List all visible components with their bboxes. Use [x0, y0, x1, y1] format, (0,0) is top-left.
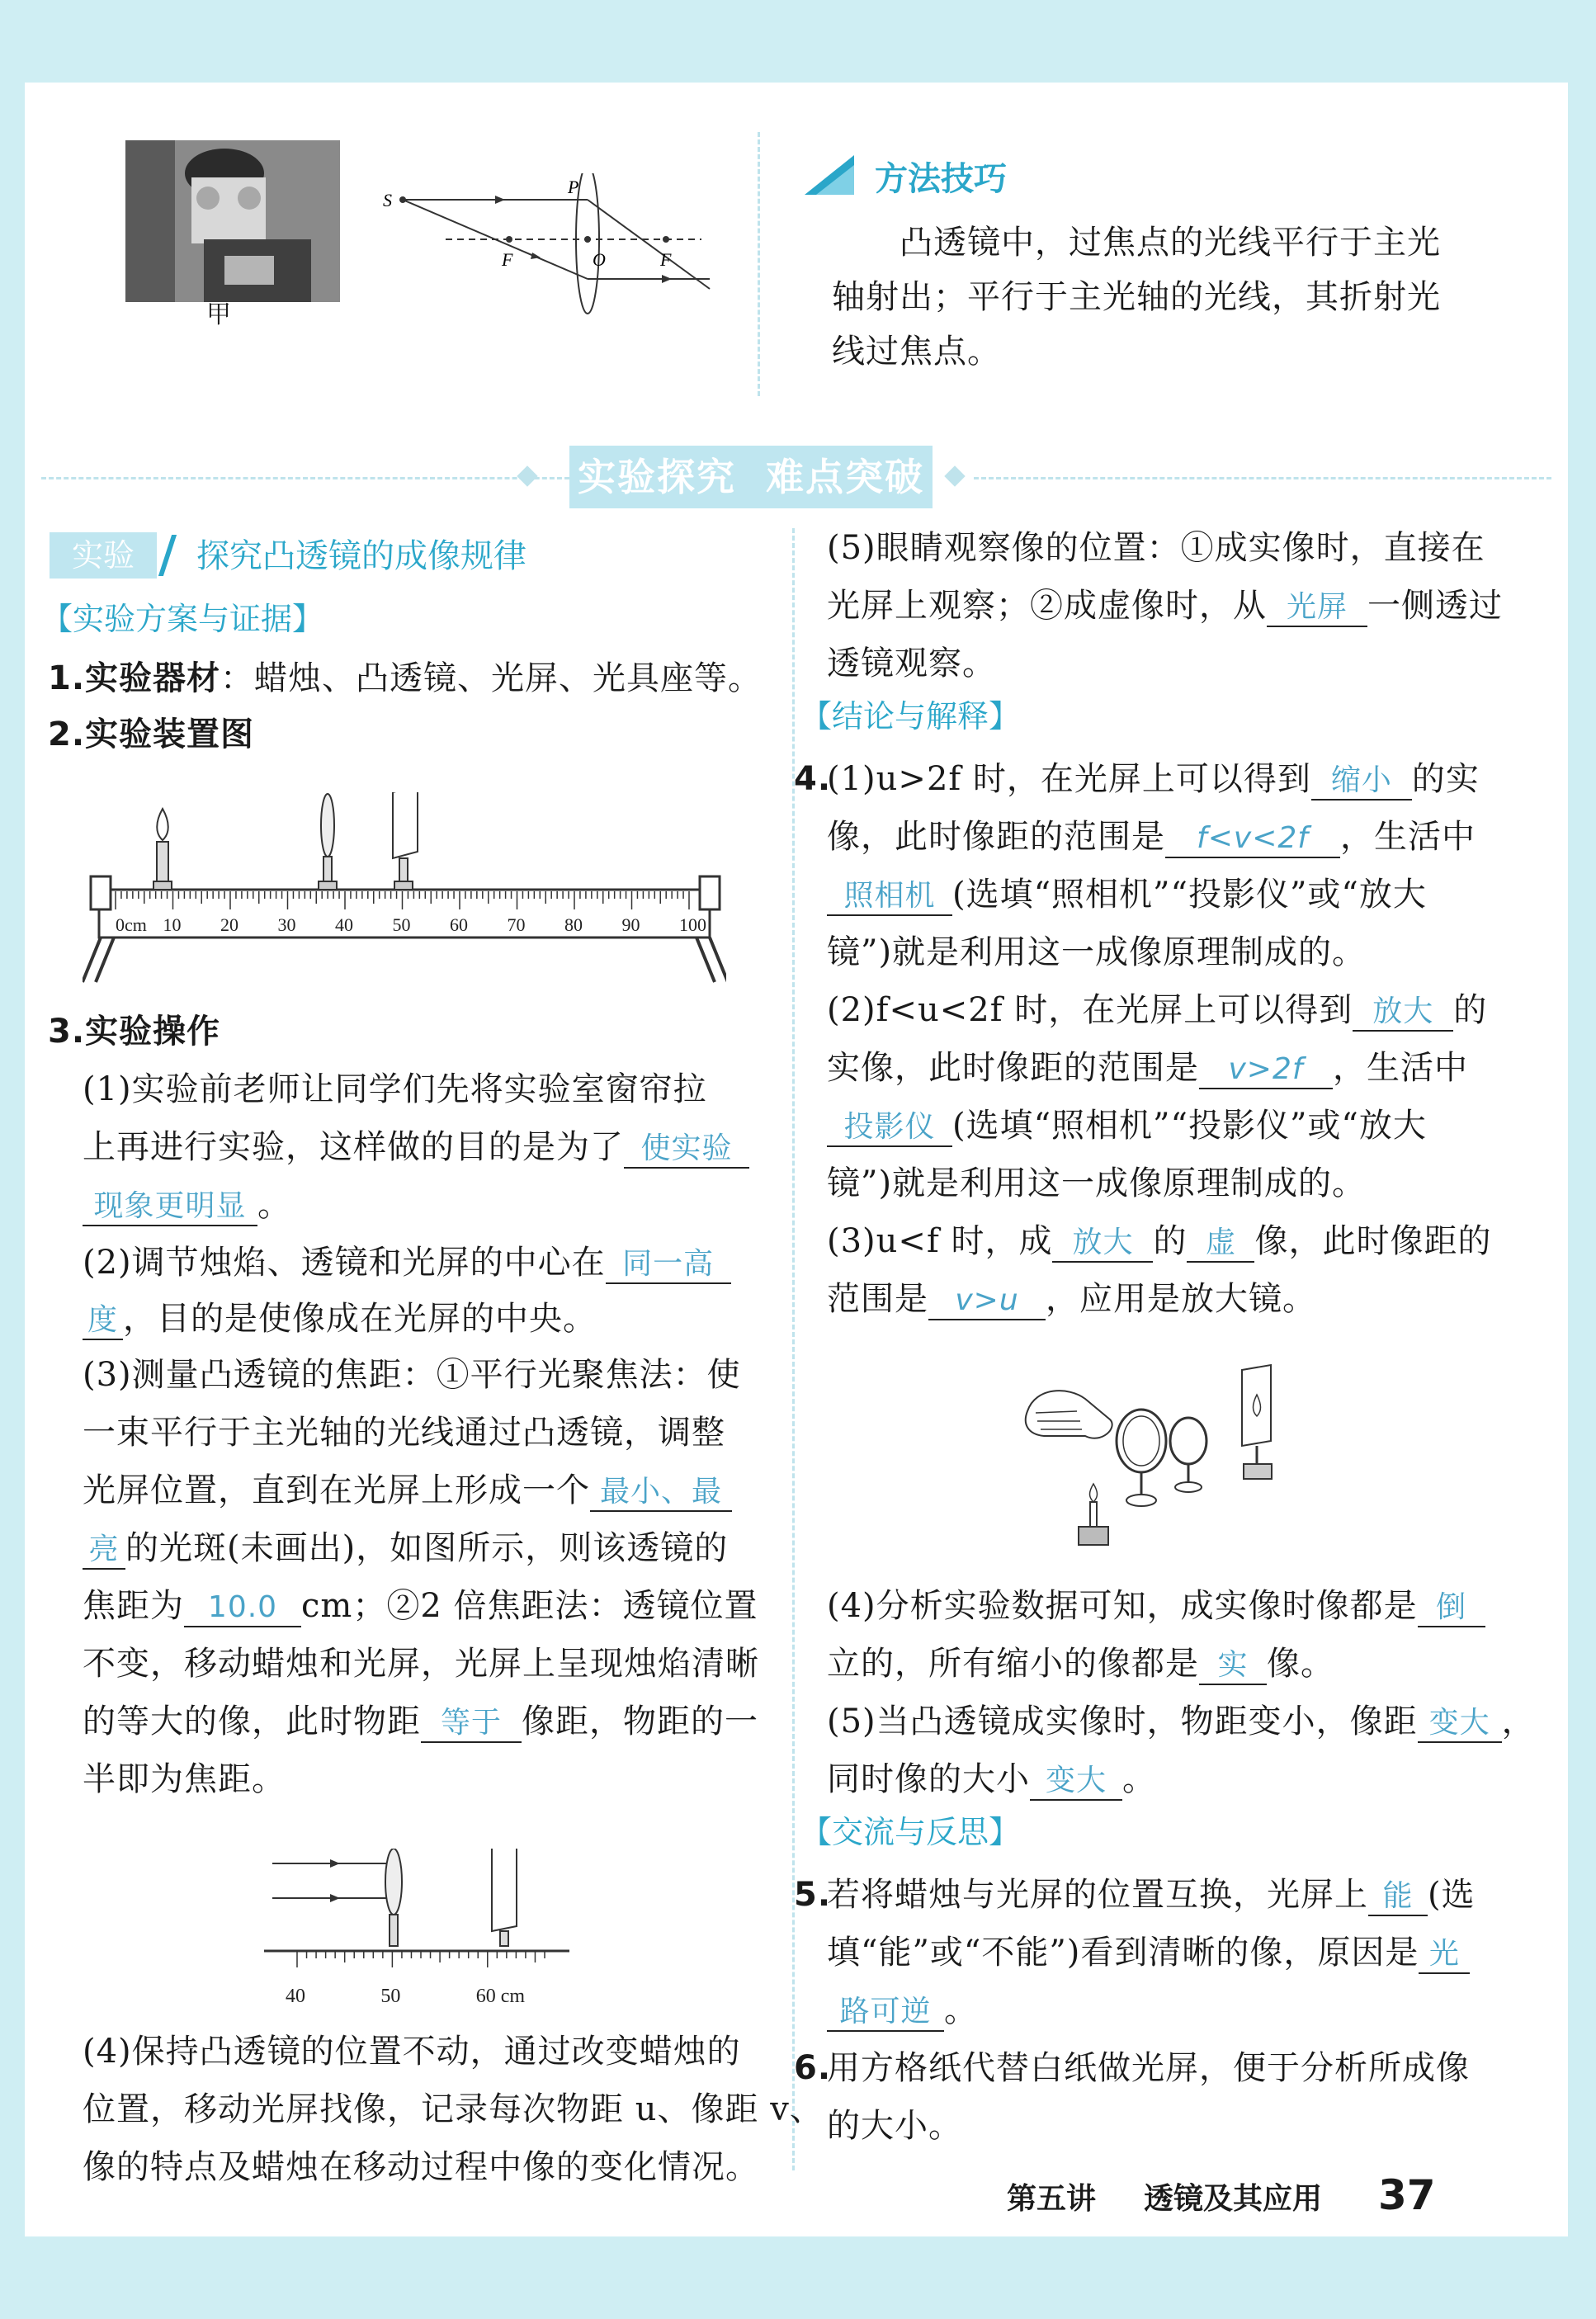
p2-text-2: ，目的是使像成在光屏的中央。 [123, 1300, 597, 1338]
q6-line-2: 的大小。 [827, 2107, 962, 2145]
answer-p2-part2: 度 [83, 1302, 123, 1340]
answer-p2-part1: 同一高 [606, 1246, 731, 1284]
q4-3-text-c: 像，此时像距的 [1254, 1222, 1492, 1260]
experiment-title: 探究凸透镜的成像规律 [196, 537, 526, 575]
p3-line-7 [83, 1692, 758, 1751]
footer-chapter: 第五讲 [1007, 2182, 1097, 2216]
answer-real: 实 [1199, 1647, 1267, 1685]
p3-line-3 [83, 1461, 732, 1520]
q4-2-text-a: (2)f<u<2f 时，在光屏上可以得到 [827, 991, 1353, 1029]
q5-text-a: 若将蜡烛与光屏的位置互换，光屏上 [827, 1876, 1368, 1914]
answer-image-distance-1: f<v<2f [1165, 820, 1340, 858]
answer-p1-part1: 使实验 [624, 1131, 749, 1169]
q4-3-text-a: (3)u<f 时，成 [827, 1222, 1053, 1260]
q4-4-line-2 [827, 1634, 1334, 1693]
answer-virtual: 虚 [1187, 1225, 1254, 1263]
section-banner: 实验探究 难点突破 [569, 446, 933, 508]
q4-5-text-a: (5)当凸透镜成实像时，物距变小，像距 [827, 1703, 1418, 1740]
q4-5-text-b: ， [1501, 1703, 1536, 1740]
plan-header: 【实验方案与证据】 [41, 601, 324, 637]
p5-line-2 [827, 576, 1503, 635]
method-line-2: 轴射出；平行于主光轴的光线，其折射光 [832, 278, 1441, 316]
q4-4-line-1 [827, 1576, 1485, 1636]
p3-text-d: 的光斑(未画出)，如图所示，则该透镜的 [125, 1529, 729, 1567]
q4-5-line-1 [827, 1692, 1536, 1751]
diagram-label-f2: F [660, 249, 672, 270]
q4-3-text-e: ，应用是放大镜。 [1046, 1280, 1316, 1318]
answer-enlarged: 放大 [1353, 994, 1453, 1032]
p3-line-4 [83, 1518, 728, 1578]
bench-tick-label: 100 [679, 914, 706, 935]
p4-line-2: 位置，移动光屏找像，记录每次物距 u、像距 v、 [83, 2090, 824, 2128]
item-2-number: 2. [48, 716, 86, 753]
answer-focal-length: 10.0 [184, 1589, 301, 1627]
q4-5-text-d: 。 [1122, 1760, 1156, 1798]
answer-inverted: 倒 [1418, 1589, 1485, 1627]
p1-text: 上再进行实验，这样做的目的是为了 [83, 1128, 624, 1166]
bench-tick-label: 80 [564, 914, 583, 935]
p2-text: (2)调节烛焰、透镜和光屏的中心在 [83, 1244, 606, 1282]
p5-text-b: 光屏上观察；②成虚像时，从 [827, 587, 1267, 625]
method-title: 方法技巧 [875, 160, 1007, 198]
q4-1-text-e: (选填“照相机”“投影仪”或“放大 [952, 876, 1427, 914]
bench-tick-label: 60 [450, 914, 468, 935]
top-divider [758, 132, 760, 396]
q4-3-text-b: 的 [1153, 1222, 1188, 1260]
answer-size-larger: 变大 [1030, 1763, 1122, 1801]
magnifier-illustration [1019, 1362, 1300, 1552]
q5-text-c: 填“能”或“不能”)看到清晰的像，原因是 [827, 1934, 1419, 1972]
item-3-label: 实验操作 [85, 1013, 221, 1051]
answer-v-greater-u: v>u [928, 1282, 1046, 1320]
focal-length-diagram [264, 1849, 594, 2014]
item-1-text: ：蜡烛、凸透镜、光屏、光具座等。 [220, 659, 763, 697]
banner-diamond-left [517, 465, 537, 486]
method-line-1: 凸透镜中，过焦点的光线平行于主光 [900, 224, 1441, 262]
ruler-tick-label: 60 cm [475, 1986, 526, 2007]
item-2-label: 实验装置图 [85, 716, 255, 753]
q4-3-line-1 [827, 1211, 1491, 1271]
method-triangle-icon [805, 155, 856, 196]
answer-image-distance-2: v>2f [1199, 1051, 1333, 1089]
answer-p1-part2: 现象更明显 [83, 1188, 257, 1226]
q4-1-text-c: 像，此时像距的范围是 [827, 818, 1165, 856]
answer-camera: 照相机 [827, 878, 952, 916]
p3-line-5 [83, 1576, 758, 1636]
banner-rule-right [974, 477, 1551, 479]
q5-number: 5. [794, 1876, 832, 1914]
item-1 [48, 649, 762, 708]
diagram-label-s: S [383, 190, 392, 210]
diagram-label-o: O [593, 249, 606, 270]
answer-magnified: 放大 [1052, 1225, 1153, 1263]
p4-line-3: 像的特点及蜡烛在移动过程中像的变化情况。 [83, 2148, 759, 2186]
bench-tick-label: 20 [220, 914, 238, 935]
q4-2-line-3 [827, 1096, 1427, 1155]
page-number: 37 [1378, 2171, 1436, 2219]
banner-rule-left [41, 477, 569, 479]
q4-4-text-b: 立的，所有缩小的像都是 [827, 1645, 1199, 1683]
q4-1-line-1 [827, 749, 1480, 809]
experiment-tag [50, 532, 157, 579]
q4-5-text-c: 同时像的大小 [827, 1760, 1030, 1798]
lens-ray-diagram [371, 173, 726, 322]
q4-2-line-1 [827, 980, 1487, 1040]
q4-1-line-2 [827, 807, 1476, 867]
photo-student-looking [125, 140, 340, 302]
p2-line-2 [83, 1289, 597, 1348]
p3-text-c: 光屏位置，直到在光屏上形成一个 [83, 1471, 590, 1509]
q4-2-text-d: ，生活中 [1333, 1049, 1468, 1087]
p3-text-f: cm；②2 倍焦距法：透镜位置 [301, 1587, 758, 1625]
bench-tick-label: 10 [163, 914, 182, 935]
photo-caption: 甲 [206, 300, 232, 329]
q4-1-line-4: 镜”)就是利用这一成像原理制成的。 [827, 933, 1367, 971]
item-3-number: 3. [48, 1013, 86, 1051]
item-1-label: 实验器材 [85, 659, 221, 697]
reflect-header: 【交流与反思】 [800, 1814, 1021, 1850]
q4-number: 4. [794, 760, 832, 798]
q6-line-1: 用方格纸代替白纸做光屏，便于分析所成像 [827, 2049, 1470, 2087]
method-line-3: 线过焦点。 [832, 333, 1001, 371]
q5-text-d: 。 [944, 1991, 978, 2029]
p3-text-i: 像距，物距的一 [522, 1703, 758, 1740]
p3-text-h: 的等大的像，此时物距 [83, 1703, 421, 1740]
p2-line-1 [83, 1233, 731, 1292]
q4-3-line-2 [827, 1269, 1316, 1329]
bench-tick-label: 0cm [116, 914, 147, 935]
q4-2-text-c: 实像，此时像距的范围是 [827, 1049, 1199, 1087]
p3-line-2: 一束平行于主光轴的光线通过凸透镜，调整 [83, 1414, 725, 1452]
q4-4-text-a: (4)分析实验数据可知，成实像时像都是 [827, 1587, 1418, 1625]
bench-tick-label: 70 [507, 914, 526, 935]
q4-2-line-4: 镜”)就是利用这一成像原理制成的。 [827, 1164, 1367, 1202]
answer-can: 能 [1368, 1878, 1428, 1916]
conclusion-header: 【结论与解释】 [800, 698, 1021, 734]
q5-text-b: (选 [1428, 1876, 1476, 1914]
answer-reversible-2: 路可逆 [827, 1994, 944, 2032]
bench-tick-label: 30 [277, 914, 296, 935]
p5-text-c: 一侧透过 [1367, 587, 1503, 625]
answer-projector: 投影仪 [827, 1109, 952, 1147]
answer-p3-spot-1: 最小、最 [590, 1474, 732, 1512]
banner-diamond-right [944, 465, 965, 486]
textbook-page [25, 83, 1568, 2236]
q4-4-text-c: 像。 [1267, 1645, 1334, 1683]
bench-tick-label: 90 [621, 914, 640, 935]
item-2 [48, 705, 254, 764]
bench-tick-label: 40 [335, 914, 353, 935]
q4-2-text-b: 的 [1453, 991, 1488, 1029]
bench-tick-label: 50 [392, 914, 411, 935]
ruler-tick-label: 50 [380, 1986, 401, 2007]
p3-line-1: (3)测量凸透镜的焦距：①平行光聚焦法：使 [83, 1356, 741, 1394]
ruler-tick-label: 40 [286, 1986, 305, 2007]
q4-5-line-2 [827, 1750, 1156, 1809]
q5-line-1 [827, 1865, 1476, 1925]
answer-equal: 等于 [421, 1705, 522, 1743]
q4-2-text-e: (选填“照相机”“投影仪”或“放大 [952, 1107, 1427, 1145]
experiment-tag-slash [158, 535, 177, 576]
answer-screen-side: 光屏 [1267, 589, 1367, 627]
p3-text-e: 焦距为 [83, 1587, 184, 1625]
q4-1-text-b: 的实 [1411, 760, 1480, 798]
q5-line-3 [827, 1981, 978, 2040]
answer-distance-larger: 变大 [1418, 1705, 1502, 1743]
experiment-tag-label: 实验 [71, 537, 135, 574]
q4-1-line-3 [827, 865, 1427, 924]
p5-line-3: 透镜观察。 [827, 645, 996, 682]
p1-line-3 [83, 1175, 291, 1235]
q6-number: 6. [794, 2049, 832, 2087]
p5-line-1: (5)眼睛观察像的位置：①成实像时，直接在 [827, 529, 1485, 567]
answer-diminished: 缩小 [1311, 763, 1412, 801]
footer-title: 透镜及其应用 [1144, 2182, 1323, 2216]
answer-reversible-1: 光 [1419, 1936, 1470, 1974]
q5-line-2 [827, 1923, 1470, 1982]
p4-line-1: (4)保持凸透镜的位置不动，通过改变蜡烛的 [83, 2033, 741, 2071]
diagram-label-f1: F [502, 249, 513, 270]
p1-line-1: (1)实验前老师让同学们先将实验室窗帘拉 [83, 1070, 707, 1108]
diagram-label-p: P [568, 177, 579, 197]
item-1-number: 1. [48, 659, 86, 697]
p1-end: 。 [257, 1186, 291, 1224]
q4-1-text-a: (1)u>2f 时，在光屏上可以得到 [827, 760, 1311, 798]
p1-line-2 [83, 1117, 749, 1177]
q4-1-text-d: ，生活中 [1340, 818, 1476, 856]
answer-p3-spot-2: 亮 [83, 1532, 125, 1570]
p3-line-6: 不变，移动蜡烛和光屏，光屏上呈现烛焰清晰 [83, 1645, 759, 1683]
q4-3-text-d: 范围是 [827, 1280, 928, 1318]
q4-2-line-2 [827, 1038, 1468, 1098]
item-3 [48, 1002, 220, 1061]
p3-line-8: 半即为焦距。 [83, 1760, 286, 1798]
